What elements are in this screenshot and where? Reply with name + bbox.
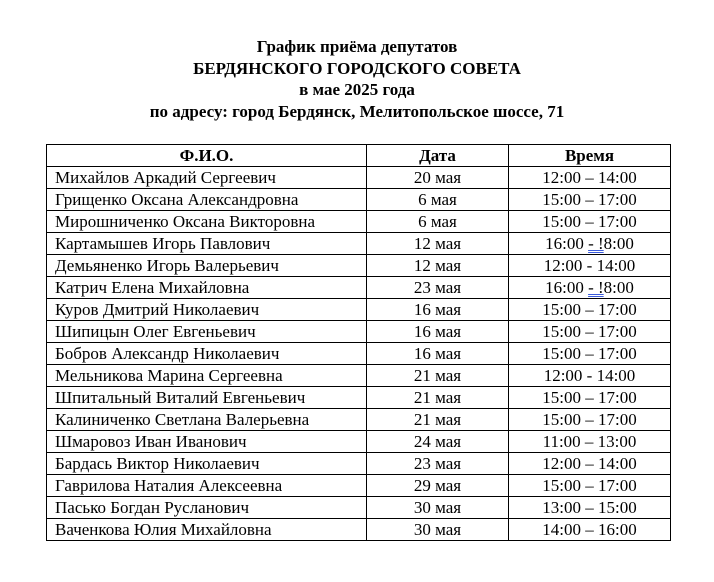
date-cell: 16 мая [367, 321, 509, 343]
name-cell: Грищенко Оксана Александровна [47, 189, 367, 211]
table-row [47, 211, 671, 233]
table-row [47, 519, 671, 541]
name-cell: Катрич Елена Михайловна [47, 277, 367, 299]
time-cell: 15:00 – 17:00 [509, 343, 671, 365]
table-row [47, 233, 671, 255]
time-cell: 15:00 – 17:00 [509, 387, 671, 409]
name-cell: Шмаровоз Иван Иванович [47, 431, 367, 453]
name-cell: Бардась Виктор Николаевич [47, 453, 367, 475]
table-row [47, 409, 671, 431]
date-cell: 16 мая [367, 299, 509, 321]
address-line: по адресу: город Бердянск, Мелитопольское шоссе, 71 [149, 101, 565, 121]
name-cell: Шпитальный Виталий Евгеньевич [47, 387, 367, 409]
document-header [0, 36, 714, 122]
date-cell: 30 мая [367, 519, 509, 541]
spellcheck-mark: - ! [588, 233, 604, 253]
table-row [47, 343, 671, 365]
table-row [47, 497, 671, 519]
date-cell: 12 мая [367, 233, 509, 255]
time-cell: 16:00 - !8:00 [509, 233, 671, 255]
time-cell: 11:00 – 13:00 [509, 431, 671, 453]
column-header-name: Ф.И.О. [47, 145, 367, 167]
date-cell: 23 мая [367, 453, 509, 475]
date-cell: 12 мая [367, 255, 509, 277]
time-cell: 14:00 – 16:00 [509, 519, 671, 541]
name-cell: Демьяненко Игорь Валерьевич [47, 255, 367, 277]
name-cell: Мирошниченко Оксана Викторовна [47, 211, 367, 233]
name-cell: Картамышев Игорь Павлович [47, 233, 367, 255]
column-header-time: Время [509, 145, 671, 167]
date-cell: 30 мая [367, 497, 509, 519]
schedule-table [46, 144, 671, 541]
name-cell: Шипицын Олег Евгеньевич [47, 321, 367, 343]
title-line: График приёма депутатов [256, 37, 458, 56]
time-cell: 15:00 – 17:00 [509, 189, 671, 211]
date-cell: 21 мая [367, 409, 509, 431]
table-row [47, 321, 671, 343]
time-cell: 15:00 – 17:00 [509, 475, 671, 497]
table-row [47, 431, 671, 453]
date-cell: 6 мая [367, 189, 509, 211]
table-row [47, 387, 671, 409]
header-row [47, 145, 671, 167]
time-cell: 12:00 – 14:00 [509, 453, 671, 475]
table-row [47, 167, 671, 189]
column-header-date: Дата [367, 145, 509, 167]
time-cell: 15:00 – 17:00 [509, 321, 671, 343]
name-cell: Куров Дмитрий Николаевич [47, 299, 367, 321]
time-cell: 12:00 – 14:00 [509, 167, 671, 189]
time-cell: 13:00 – 15:00 [509, 497, 671, 519]
date-cell: 24 мая [367, 431, 509, 453]
time-cell: 12:00 - 14:00 [509, 255, 671, 277]
table-row [47, 365, 671, 387]
table-header [47, 145, 671, 167]
date-cell: 23 мая [367, 277, 509, 299]
name-cell: Михайлов Аркадий Сергеевич [47, 167, 367, 189]
table-row [47, 475, 671, 497]
name-cell: Калиниченко Светлана Валерьевна [47, 409, 367, 431]
table-row [47, 299, 671, 321]
table-row [47, 189, 671, 211]
table-body [47, 167, 671, 541]
date-cell: 29 мая [367, 475, 509, 497]
name-cell: Мельникова Марина Сергеевна [47, 365, 367, 387]
date-cell: 21 мая [367, 387, 509, 409]
date-cell: 16 мая [367, 343, 509, 365]
time-cell: 15:00 – 17:00 [509, 211, 671, 233]
date-cell: 6 мая [367, 211, 509, 233]
time-cell: 15:00 – 17:00 [509, 409, 671, 431]
name-cell: Гаврилова Наталия Алексеевна [47, 475, 367, 497]
name-cell: Пасько Богдан Русланович [47, 497, 367, 519]
time-cell: 12:00 - 14:00 [509, 365, 671, 387]
time-cell: 15:00 – 17:00 [509, 299, 671, 321]
spellcheck-mark: - ! [588, 277, 604, 297]
name-cell: Бобров Александр Николаевич [47, 343, 367, 365]
council-name-line: БЕРДЯНСКОГО ГОРОДСКОГО СОВЕТА [193, 58, 521, 78]
table-row [47, 453, 671, 475]
period-line: в мае 2025 года [299, 80, 415, 99]
date-cell: 20 мая [367, 167, 509, 189]
time-cell: 16:00 - !8:00 [509, 277, 671, 299]
table-row [47, 255, 671, 277]
table-row [47, 277, 671, 299]
name-cell: Ваченкова Юлия Михайловна [47, 519, 367, 541]
date-cell: 21 мая [367, 365, 509, 387]
